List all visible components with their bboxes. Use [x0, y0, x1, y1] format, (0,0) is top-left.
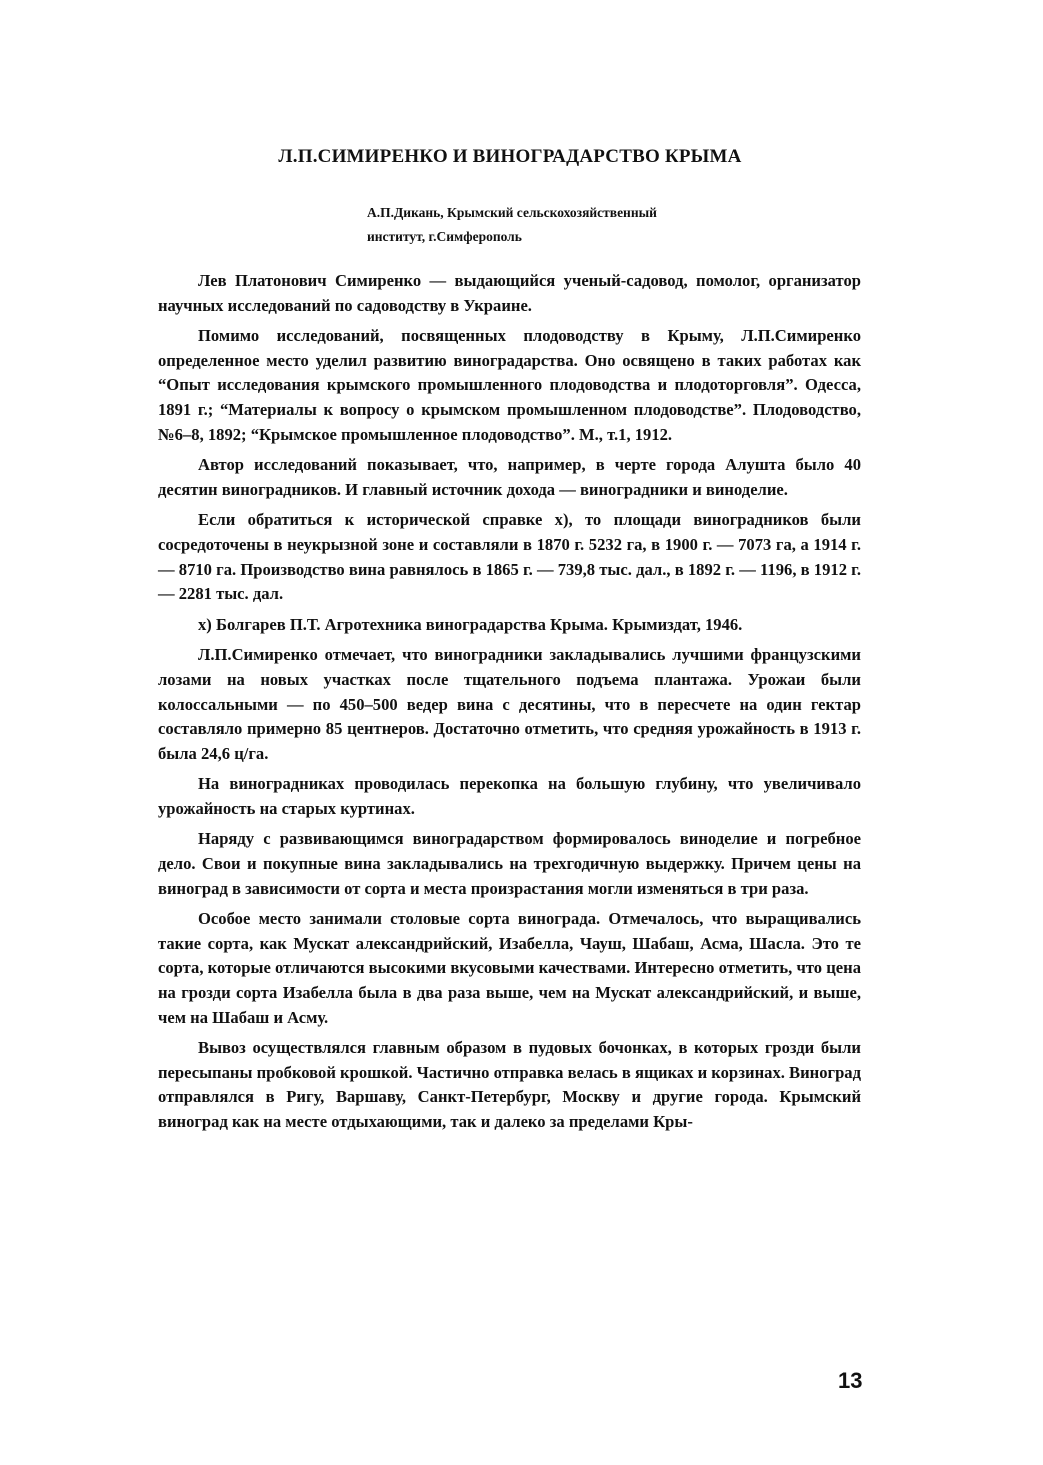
affiliation-line-2: институт, г.Симферополь [367, 229, 522, 244]
paragraph-winemaking: Наряду с развивающимся виноградарством формировалось виноделие и погребное дело. Свои и покупные вина закладывались на трехгодичную выдержку. Причем цены на виноград в зависимости от сорта и места произрастания могли изменяться в три раза. [158, 829, 861, 898]
paragraph-export: Вывоз осуществлялся главным образом в пудовых бочонках, в которых грозди были пересыпаны пробковой крошкой. Частично отправка велась в ящиках и корзинах. Виноград отправлялся в Ригу, Варшаву, Санкт-Петербург, Москву и другие города. Крымский виноград как на месте отдыхающими, так и далеко за пределами Кры- [158, 1038, 861, 1131]
paragraph-table-varieties: Особое место занимали столовые сорта винограда. Отмечалось, что выращивались такие сорта, как Мускат александрийский, Изабелла, Чауш, Шабаш, Асма, Шасла. Это те сорта, которые отличаются высокими вкусовыми качествами. Интересно отметить, что цена на грозди сорта Изабелла была в два раза выше, чем на Мускат александрийский, и выше, чем на Шабаш и Асму. [158, 909, 861, 1027]
article-body [158, 269, 861, 1141]
paragraph-works: Помимо исследований, посвященных плодоводству в Крыму, Л.П.Симиренко определенное место уделил развитию виноградарства. Оно освящено в таких работах как “Опыт исследования крымского промышленного плодоводства и плодоторговля”. Одесса, 1891 г.; “Материалы к вопросу о крымском промышленном плодоводстве”. Плодоводство, №6–8, 1892; “Крымское промышленное плодоводство”. М., т.1, 1912. [158, 326, 861, 444]
paragraph-yields: Л.П.Симиренко отмечает, что виноградники закладывались лучшими французскими лозами на новых участках после тщательного подъема плантажа. Урожаи были колоссальными — по 450–500 ведер вина с десятины, что в пересчете на один гектар составляло примерно 85 центнеров. Достаточно отметить, что средняя урожайность в 1913 г. была 24,6 ц/га. [158, 645, 861, 763]
page-number: 13 [838, 1368, 863, 1393]
affiliation-line-1: А.П.Дикань, Крымский сельскохозяйственный [367, 205, 657, 220]
article-title: Л.П.СИМИРЕНКО И ВИНОГРАДАРСТВО КРЫМА [278, 146, 742, 167]
author-affiliation [367, 201, 807, 249]
paragraph-digging: На виноградниках проводилась перекопка на большую глубину, что увеличивало урожайность на старых куртинах. [158, 774, 861, 818]
paragraph-intro: Лев Платонович Симиренко — выдающийся ученый-садовод, помолог, организатор научных исследований по садоводству в Украине. [158, 271, 861, 315]
footnote: х) Болгарев П.Т. Агротехника виноградарства Крыма. Крымиздат, 1946. [198, 614, 743, 634]
paragraph-history: Если обратиться к исторической справке х), то площади виноградников были сосредоточены в неукрызной зоне и составляли в 1870 г. 5232 га, в 1900 г. — 7073 га, а 1914 г. — 8710 га. Производство вина равнялось в 1865 г. — 739,8 тыс. дал., в 1892 г. — 1196, в 1912 г. — 2281 тыс. дал. [158, 510, 861, 604]
paragraph-alushta: Автор исследований показывает, что, например, в черте города Алушта было 40 десятин виноградников. И главный источник дохода — виноградники и виноделие. [158, 455, 861, 499]
